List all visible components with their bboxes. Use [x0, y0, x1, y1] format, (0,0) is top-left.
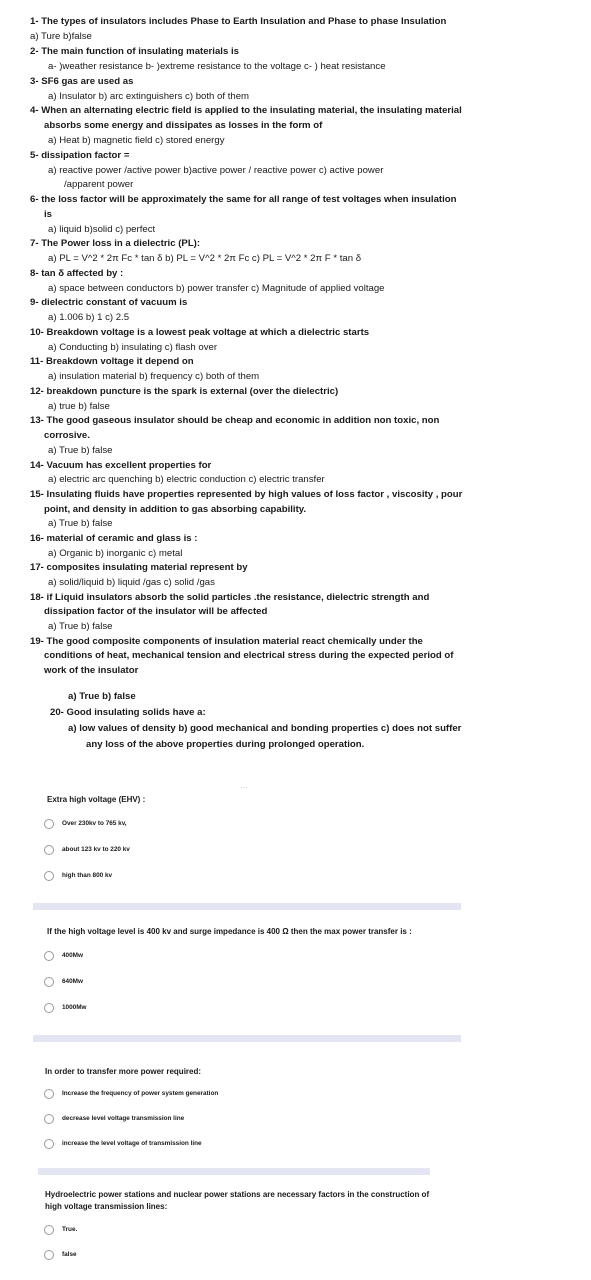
- question-5-options-continued: /apparent power: [64, 179, 134, 190]
- question-13-options: a) True b) false: [48, 445, 113, 456]
- radio-button-icon[interactable]: [44, 871, 54, 881]
- radio-button-icon[interactable]: [44, 1225, 54, 1235]
- question-15: 15- Insulating fluids have properties represented by high values of loss factor , viscosity , pour: [30, 489, 463, 500]
- radio-option-more-power-3[interactable]: [44, 1138, 202, 1150]
- question-6-options: a) liquid b)solid c) perfect: [48, 224, 156, 235]
- question-10-options: a) Conducting b) insulating c) flash over: [48, 342, 218, 353]
- radio-option-ehv-2[interactable]: [44, 844, 130, 856]
- question-1: 1- The types of insulators includes Phase to Earth Insulation and Phase to phase Insulation: [30, 16, 447, 27]
- question-18-continued: dissipation factor of the insulator will be affected: [44, 606, 268, 617]
- question-12-options: a) true b) false: [48, 401, 110, 412]
- question-4-options: a) Heat b) magnetic field c) stored energy: [48, 135, 225, 146]
- radio-option-power-3[interactable]: [44, 1002, 87, 1014]
- question-13-continued: corrosive.: [44, 430, 90, 441]
- radio-option-label: high than 800 kv: [62, 872, 113, 879]
- radio-button-icon[interactable]: [44, 845, 54, 855]
- question-2-options: a- )weather resistance b- )extreme resistance to the voltage c- ) heat resistance: [48, 61, 386, 72]
- radio-option-ehv-3[interactable]: [44, 870, 112, 882]
- question-12: 12- breakdown puncture is the spark is external (over the dielectric): [30, 386, 339, 397]
- radio-button-icon[interactable]: [44, 1003, 54, 1013]
- radio-option-label: 640Mw: [62, 978, 83, 985]
- radio-option-label: about 123 kv to 220 kv: [62, 846, 130, 853]
- question-3: 3- SF6 gas are used as: [30, 76, 134, 87]
- question-11: 11- Breakdown voltage it depend on: [30, 356, 194, 367]
- question-19-continued-2: work of the insulator: [44, 665, 139, 676]
- radio-option-label: Increase the frequency of power system generation: [62, 1090, 219, 1097]
- question-11-options: a) insulation material b) frequency c) both of them: [48, 371, 260, 382]
- question-9: 9- dielectric constant of vacuum is: [30, 297, 188, 308]
- question-10: 10- Breakdown voltage is a lowest peak voltage at which a dielectric starts: [30, 327, 370, 338]
- question-14-options: a) electric arc quenching b) electric conduction c) electric transfer: [48, 474, 325, 485]
- question-16: 16- material of ceramic and glass is :: [30, 533, 198, 544]
- radio-option-power-1[interactable]: [44, 950, 83, 962]
- question-7-options: a) PL = V^2 * 2π Fc * tan δ b) PL = V^2 * 2π Fc c) PL = V^2 * 2π F * tan δ: [48, 253, 362, 264]
- radio-option-label: 1000Mw: [62, 1004, 87, 1011]
- question-19-continued: conditions of heat, mechanical tension and electrical stress during the expected period of: [44, 650, 454, 661]
- radio-option-more-power-2[interactable]: [44, 1113, 184, 1125]
- radio-button-icon[interactable]: [44, 951, 54, 961]
- radio-option-label: True.: [62, 1226, 78, 1233]
- question-6: 6- the loss factor will be approximately the same for all range of test voltages when insulation: [30, 194, 457, 205]
- question-3-options: a) Insulator b) arc extinguishers c) both of them: [48, 91, 250, 102]
- question-8: 8- tan δ affected by :: [30, 268, 124, 279]
- question-17-options: a) solid/liquid b) liquid /gas c) solid /gas: [48, 577, 215, 588]
- faint-dots: ···: [240, 783, 248, 792]
- question-5-options: a) reactive power /active power b)active power / reactive power c) active power: [48, 165, 384, 176]
- radio-option-power-2[interactable]: [44, 976, 83, 988]
- question-16-options: a) Organic b) inorganic c) metal: [48, 548, 183, 559]
- question-15-continued: point, and density in addition to gas absorbing capability.: [44, 504, 307, 515]
- radio-option-label: increase the level voltage of transmission line: [62, 1140, 202, 1147]
- question-17: 17- composites insulating material represent by: [30, 562, 248, 573]
- radio-button-icon[interactable]: [44, 1139, 54, 1149]
- form-question-ehv-title: Extra high voltage (EHV) :: [47, 795, 146, 804]
- radio-option-more-power-1[interactable]: [44, 1088, 218, 1100]
- section-divider: [38, 1168, 430, 1175]
- question-18-options: a) True b) false: [48, 621, 113, 632]
- radio-option-ehv-1[interactable]: [44, 818, 127, 830]
- section-divider: [33, 903, 461, 910]
- question-6-continued: is: [44, 209, 53, 220]
- form-question-power-transfer-title: If the high voltage level is 400 kv and surge impedance is 400 Ω then the max power transfer is :: [47, 927, 412, 936]
- form-question-hydro-nuclear-title-continued: high voltage transmission lines:: [45, 1202, 168, 1211]
- radio-button-icon[interactable]: [44, 819, 54, 829]
- radio-button-icon[interactable]: [44, 1250, 54, 1260]
- question-20: 20- Good insulating solids have a:: [50, 707, 206, 718]
- radio-button-icon[interactable]: [44, 977, 54, 987]
- radio-button-icon[interactable]: [44, 1114, 54, 1124]
- radio-option-label: false: [62, 1251, 77, 1258]
- radio-option-label: decrease level voltage transmission line: [62, 1115, 185, 1122]
- radio-option-label: Over 230kv to 765 kv,: [62, 820, 127, 827]
- question-19-options: a) True b) false: [68, 691, 136, 702]
- question-4-continued: absorbs some energy and dissipates as losses in the form of: [44, 120, 323, 131]
- question-8-options: a) space between conductors b) power transfer c) Magnitude of applied voltage: [48, 283, 385, 294]
- radio-option-label: 400Mw: [62, 952, 83, 959]
- question-9-options: a) 1.006 b) 1 c) 2.5: [48, 312, 130, 323]
- question-4: 4- When an alternating electric field is applied to the insulating material, the insulating material: [30, 105, 462, 116]
- question-20-options: a) low values of density b) good mechanical and bonding properties c) does not suffer: [68, 723, 462, 734]
- question-14: 14- Vacuum has excellent properties for: [30, 460, 212, 471]
- question-2: 2- The main function of insulating materials is: [30, 46, 239, 57]
- question-1-options: a) Ture b)false: [30, 31, 92, 42]
- question-20-options-continued: any loss of the above properties during prolonged operation.: [86, 739, 365, 750]
- question-18: 18- if Liquid insulators absorb the solid particles .the resistance, dielectric strength and: [30, 592, 430, 603]
- section-divider: [33, 1035, 461, 1042]
- radio-option-false[interactable]: [44, 1249, 77, 1261]
- form-question-more-power-title: In order to transfer more power required:: [45, 1067, 202, 1076]
- question-15-options: a) True b) false: [48, 518, 113, 529]
- question-7: 7- The Power loss in a dielectric (PL):: [30, 238, 201, 249]
- form-question-hydro-nuclear-title: Hydroelectric power stations and nuclear power stations are necessary factors in the construction of: [45, 1190, 430, 1199]
- radio-button-icon[interactable]: [44, 1089, 54, 1099]
- question-5: 5- dissipation factor =: [30, 150, 130, 161]
- radio-option-true[interactable]: [44, 1224, 77, 1236]
- question-19: 19- The good composite components of insulation material react chemically under the: [30, 636, 423, 647]
- question-13: 13- The good gaseous insulator should be cheap and economic in addition non toxic, non: [30, 415, 440, 426]
